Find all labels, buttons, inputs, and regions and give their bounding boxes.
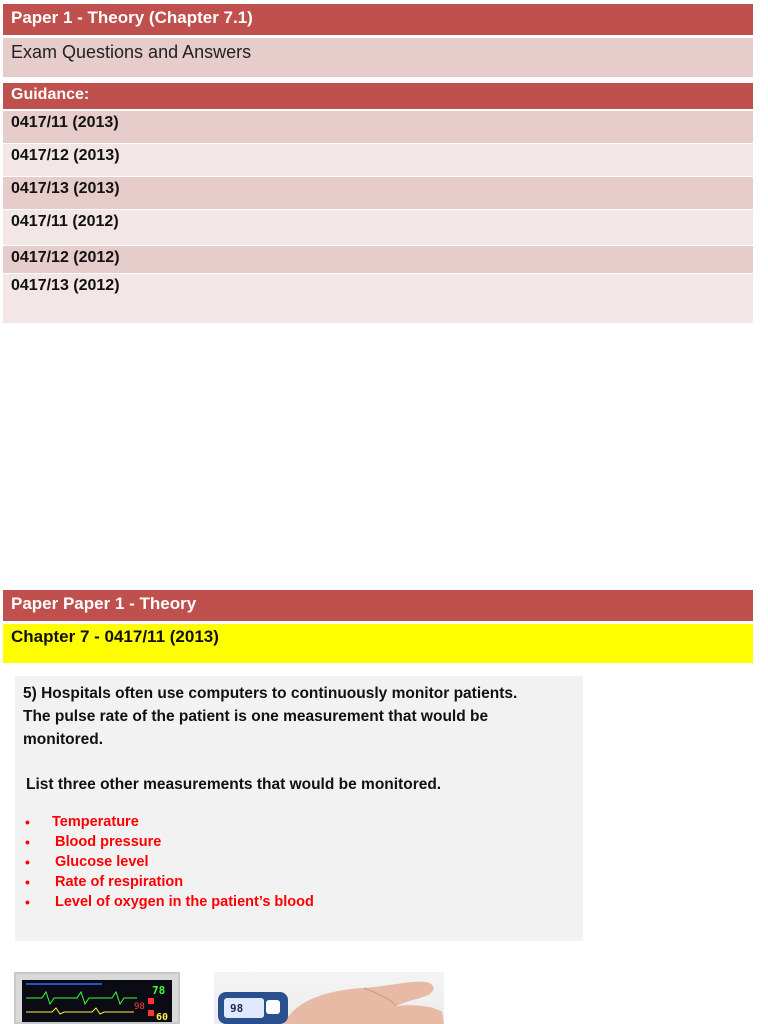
slide1-title: Paper 1 - Theory (Chapter 7.1) [3, 4, 753, 35]
monitor-reading-mid: 98 [134, 1002, 145, 1012]
patient-monitor-photo [14, 972, 180, 1024]
answer-text: Temperature [52, 814, 139, 830]
answer-text: Rate of respiration [55, 874, 184, 890]
monitor-reading-low: 60 [156, 1012, 169, 1023]
bullet-icon: • [25, 814, 30, 830]
answer-item [23, 852, 575, 872]
answer-item [23, 892, 575, 912]
wrist-oximeter-photo [214, 972, 444, 1024]
answer-item [23, 812, 575, 832]
monitor-reading-top: 78 [152, 984, 166, 997]
paper-row[interactable]: 0417/11 (2012) [3, 210, 753, 245]
hand-with-oximeter-icon [214, 972, 444, 1024]
bullet-icon: • [25, 854, 30, 870]
paper-row[interactable]: 0417/13 (2012) [3, 274, 753, 323]
monitor-screen [22, 980, 172, 1024]
slide2-title: Paper Paper 1 - Theory [3, 590, 753, 621]
guidance-header: Guidance: [3, 83, 753, 109]
oximeter-reading: 98 [230, 1002, 244, 1015]
question-line: monitored. [23, 731, 104, 748]
paper-row[interactable]: 0417/12 (2012) [3, 246, 753, 273]
answer-list [23, 812, 575, 912]
ecg-trace-icon [22, 980, 172, 1024]
question-line: The pulse rate of the patient is one measurement that would be [23, 708, 489, 725]
answer-item [23, 832, 575, 852]
answer-text: Level of oxygen in the patient’s blood [55, 894, 314, 910]
question-line: 5) Hospitals often use computers to continuously monitor patients. [23, 685, 518, 702]
paper-row[interactable]: 0417/11 (2013) [3, 111, 753, 143]
slide1-subtitle: Exam Questions and Answers [3, 38, 753, 77]
answer-text: Glucose level [55, 854, 149, 870]
bullet-icon: • [25, 874, 30, 890]
question-prompt: List three other measurements that would be monitored. [26, 776, 442, 793]
chapter-heading: Chapter 7 - 0417/11 (2013) [3, 624, 753, 663]
answer-text: Blood pressure [55, 834, 162, 850]
paper-row[interactable]: 0417/12 (2013) [3, 144, 753, 176]
paper-row[interactable]: 0417/13 (2013) [3, 177, 753, 209]
bullet-icon: • [25, 894, 30, 910]
question-box [15, 676, 583, 941]
answer-item [23, 872, 575, 892]
bullet-icon: • [25, 834, 30, 850]
